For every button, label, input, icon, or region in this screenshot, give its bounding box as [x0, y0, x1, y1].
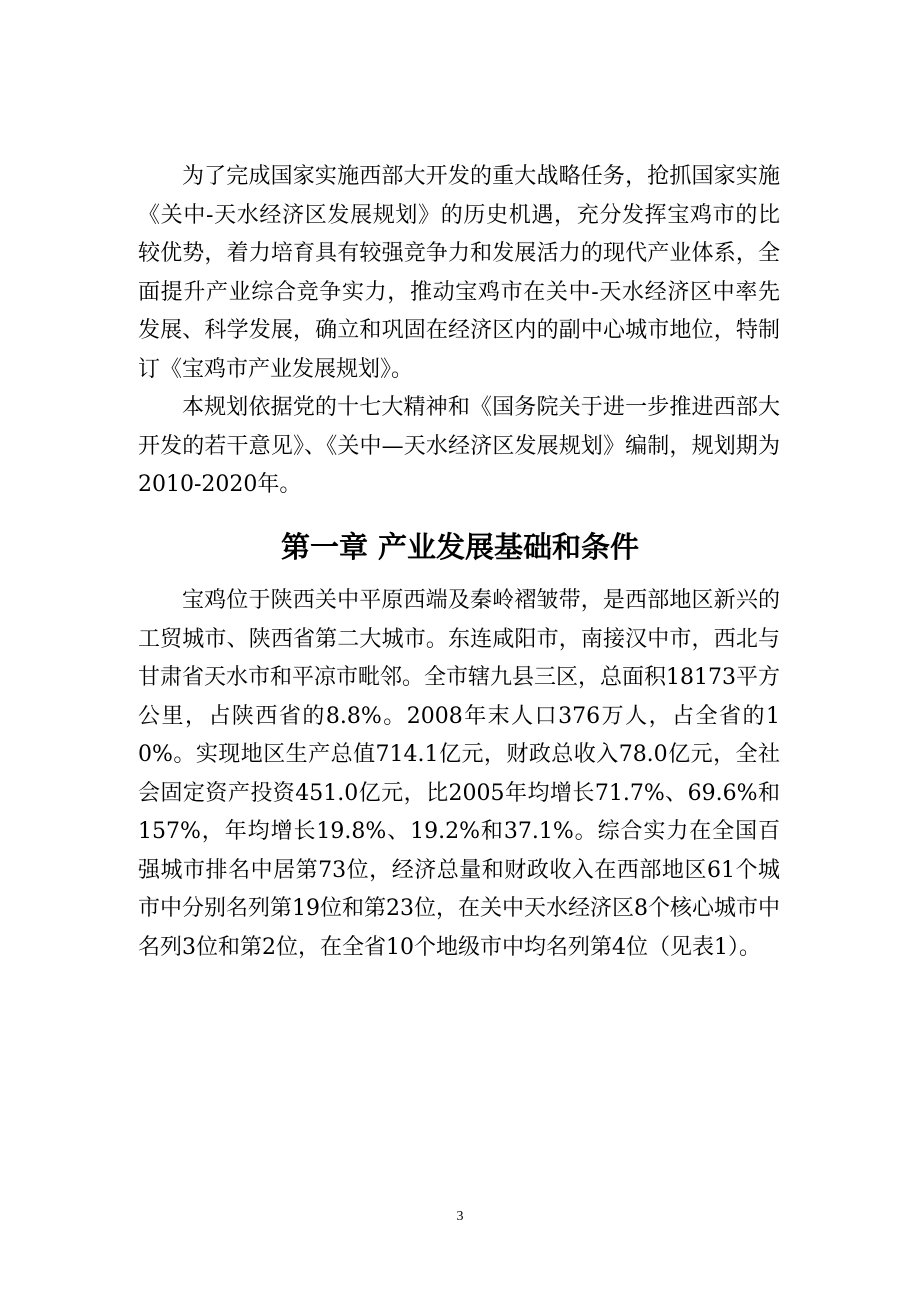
intro-section	[138, 158, 780, 505]
chapter-paragraph-1: 宝鸡位于陕西关中平原西端及秦岭褶皱带，是西部地区新兴的工贸城市、陕西省第二大城市。东连咸阳市，南接汉中市，西北与甘肃省天水市和平凉市毗邻。全市辖九县三区，总面积18173平方公里，占陕西省的8.8%。2008年末人口376万人，占全省的10%。实现地区生产总值714.1亿元，财政总收入78.0亿元，全社会固定资产投资451.0亿元，比2005年均增长71.7%、69.6%和157%，年均增长19.8%、19.2%和37.1%。综合实力在全国百强城市排名中居第73位，经济总量和财政收入在西部地区61个城市中分别名列第19位和第23位，在关中天水经济区8个核心城市中名列3位和第2位，在全省10个地级市中均名列第4位（见表1）。	[138, 588, 780, 960]
chapter-title: 第一章 产业发展基础和条件	[280, 530, 640, 564]
intro-paragraph-2: 本规划依据党的十七大精神和《国务院关于进一步推进西部大开发的若干意见》、《关中—天水经济区发展规划》编制，规划期为2010-2020年。	[138, 395, 780, 497]
page-number: 3	[456, 1209, 464, 1224]
intro-paragraph-1: 为了完成国家实施西部大开发的重大战略任务，抢抓国家实施《关中-天水经济区发展规划》的历史机遇，充分发挥宝鸡市的比较优势，着力培育具有较强竞争力和发展活力的现代产业体系，全面提升产业综合竞争实力，推动宝鸡市在关中-天水经济区中率先发展、科学发展，确立和巩固在经济区内的副中心城市地位，特制订《宝鸡市产业发展规划》。	[138, 164, 780, 382]
chapter-section	[138, 582, 780, 967]
